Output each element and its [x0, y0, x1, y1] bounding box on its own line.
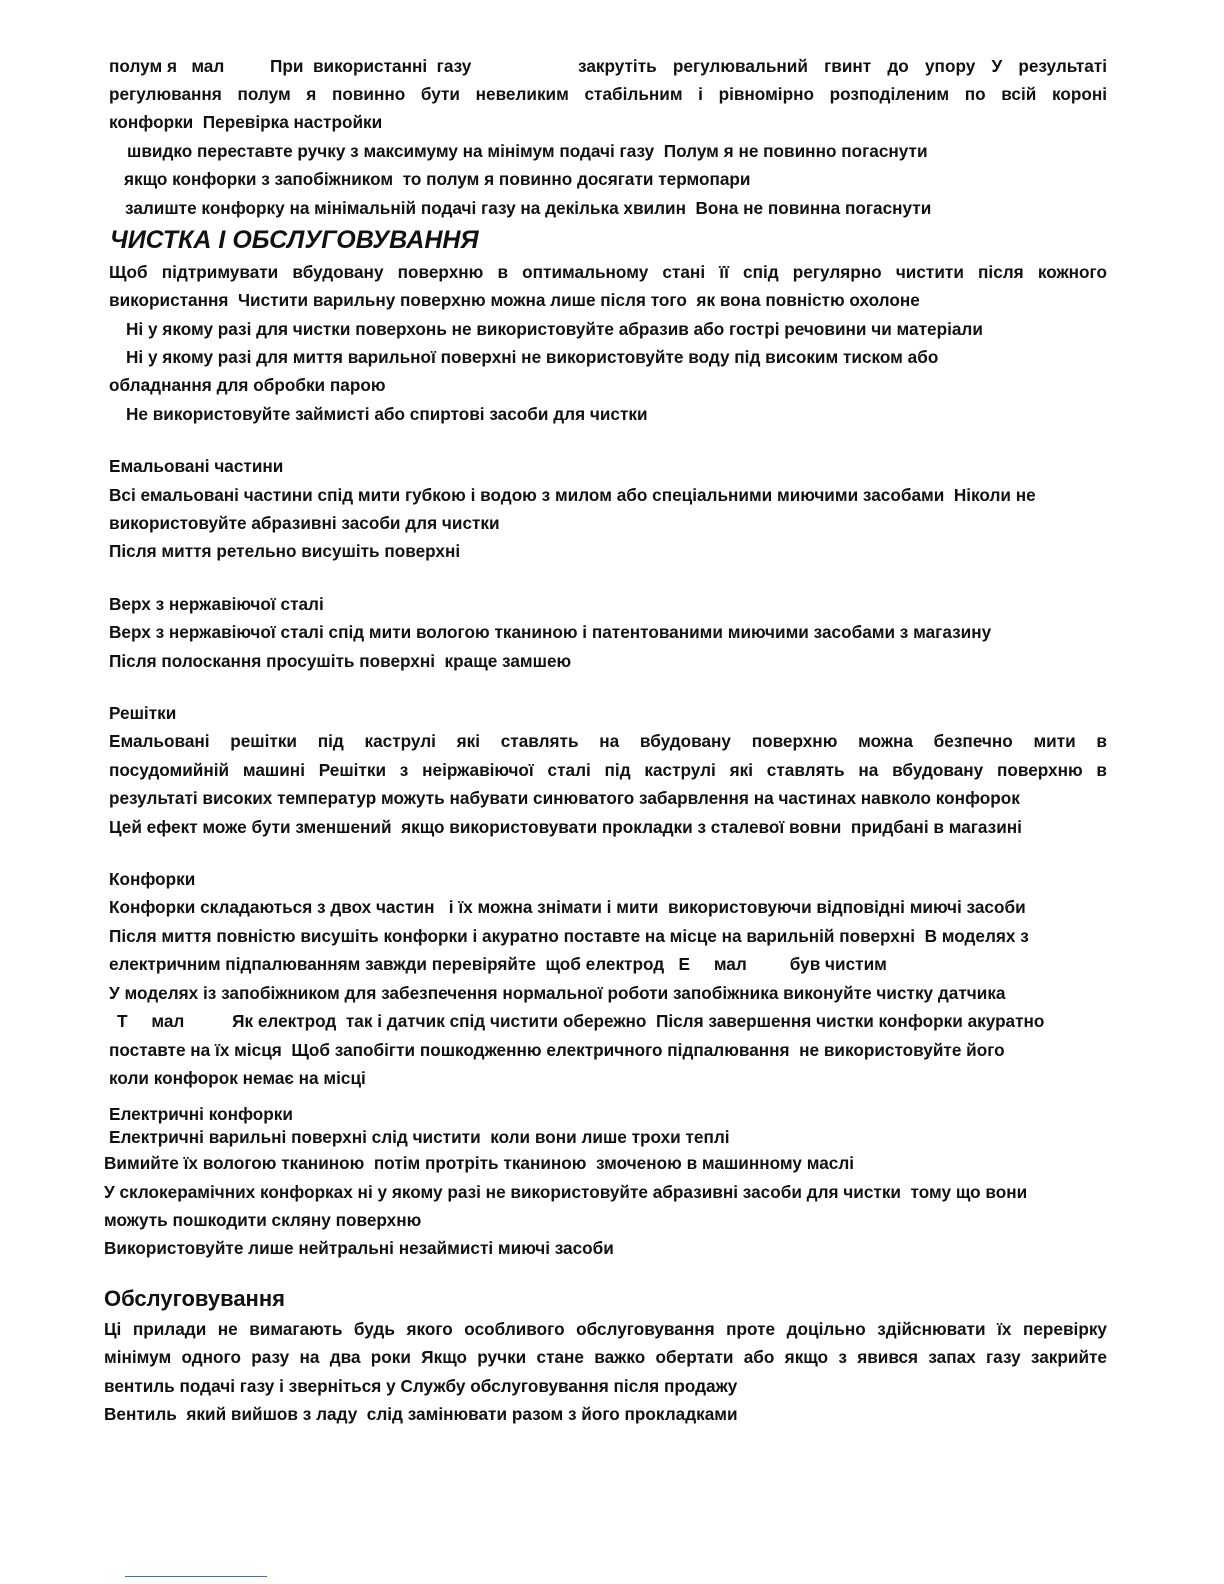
subsection-title: Решітки — [109, 703, 177, 723]
list-item: залиште конфорку на мінімальній подачі газу на декілька хвилин Вона не повинна погаснути — [125, 198, 932, 218]
list-item: Ні у якому разі для миття варильної поверхні не використовуйте воду під високим тиском або — [126, 347, 939, 367]
paragraph-line: Після миття ретельно висушіть поверхні — [109, 541, 461, 561]
paragraph-line: поставте на їх місця Щоб запобігти пошкодженню електричного підпалювання не використовуйте його — [109, 1040, 1005, 1060]
paragraph-line: використовуйте абразивні засоби для чистки — [109, 513, 500, 533]
subsection-title: Електричні конфорки — [109, 1104, 293, 1124]
paragraph-line: Вимийте їх вологою тканиною потім протріть тканиною змоченою в машинному маслі — [104, 1153, 855, 1173]
paragraph-line: Цей ефект може бути зменшений якщо використовувати прокладки з сталевої вовни придбані в магазині — [109, 817, 1022, 837]
paragraph-line: коли конфорок немає на місці — [109, 1068, 366, 1088]
paragraph-line: закрутіть регулювальний гвинт до упору У результаті — [578, 56, 1107, 76]
section-title: Обслуговування — [104, 1286, 285, 1311]
list-item: якщо конфорки з запобіжником то полум я повинно досягати термопари — [124, 169, 751, 189]
paragraph-line: вентиль подачі газу і зверніться у Службу обслуговування після продажу — [104, 1376, 738, 1396]
list-item: Ні у якому разі для чистки поверхонь не використовуйте абразив або гострі речовини чи матеріали — [126, 319, 983, 339]
paragraph-line: Щоб підтримувати вбудовану поверхню в оптимальному стані її спід регулярно чистити після кожного — [109, 262, 1107, 282]
section-title: ЧИСТКА І ОБСЛУГОВУВАННЯ — [110, 226, 479, 254]
paragraph-line: обладнання для обробки парою — [109, 375, 386, 395]
paragraph-line: Ці прилади не вимагають будь якого особливого обслуговування проте доцільно здійснювати їх перевірку — [104, 1319, 1107, 1339]
paragraph-line: Емальовані решітки під каструлі які ставлять на вбудовану поверхню можна безпечно мити в — [109, 731, 1107, 751]
paragraph-line: Всі емальовані частини спід мити губкою і водою з милом або спеціальними миючими засобами Ніколи не — [109, 485, 1036, 505]
paragraph-line: Т мал Як електрод так і датчик спід чистити обережно Після завершення чистки конфорки акуратно — [117, 1011, 1045, 1031]
footnote-divider — [125, 1576, 267, 1577]
subsection-title: Верх з нержавіючої сталі — [109, 594, 324, 614]
paragraph-line: конфорки Перевірка настройки — [109, 112, 383, 132]
paragraph-line: результаті високих температур можуть набувати синюватого забарвлення на частинах навколо конфорок — [109, 788, 1020, 808]
paragraph-line: Після миття повністю висушіть конфорки і акуратно поставте на місце на варильній поверхні В моделях з — [109, 926, 1029, 946]
paragraph-line: Вентиль який вийшов з ладу слід замінювати разом з його прокладками — [104, 1404, 738, 1424]
list-item: Не використовуйте займисті або спиртові засоби для чистки — [126, 404, 648, 424]
paragraph-line: посудомийній машині Решітки з неіржавіючої сталі під каструлі які ставлять на вбудовану поверхню в — [109, 760, 1107, 780]
paragraph-line: Конфорки складаються з двох частин і їх можна знімати і мити використовуючи відповідні миючі засоби — [109, 897, 1026, 917]
subsection-title: Конфорки — [109, 869, 196, 889]
paragraph-line: У моделях із запобіжником для забезпечення нормальної роботи запобіжника виконуйте чистку датчика — [109, 983, 1006, 1003]
paragraph-line: мінімум одного разу на два роки Якщо ручки стане важко обертати або якщо з явився запах газу закрийте — [104, 1347, 1107, 1367]
paragraph-line: використання Чистити варильну поверхню можна лише після того як вона повністю охолоне — [109, 290, 920, 310]
paragraph-line: регулювання полум я повинно бути невеликим стабільним і рівномірно розподіленим по всій короні — [109, 84, 1107, 104]
paragraph-line: електричним підпалюванням завжди перевіряйте щоб електрод Е мал був чистим — [109, 954, 887, 974]
paragraph-line: можуть пошкодити скляну поверхню — [104, 1210, 422, 1230]
paragraph-line: Після полоскання просушіть поверхні краще замшею — [109, 651, 572, 671]
paragraph-line: Верх з нержавіючої сталі спід мити вологою тканиною і патентованими миючими засобами з магазину — [109, 622, 992, 642]
paragraph-line: Електричні варильні поверхні слід чистити коли вони лише трохи теплі — [109, 1127, 730, 1147]
list-item: швидко переставте ручку з максимуму на мінімум подачі газу Полум я не повинно погаснути — [127, 141, 928, 161]
paragraph-line: Використовуйте лише нейтральні незаймисті миючі засоби — [104, 1238, 614, 1258]
subsection-title: Емальовані частини — [109, 456, 284, 476]
paragraph-line: У склокерамічних конфорках ні у якому разі не використовуйте абразивні засоби для чистки тому що вони — [104, 1182, 1028, 1202]
paragraph-line: При використанні газу — [270, 56, 472, 76]
paragraph-line: полум я мал — [109, 56, 225, 76]
